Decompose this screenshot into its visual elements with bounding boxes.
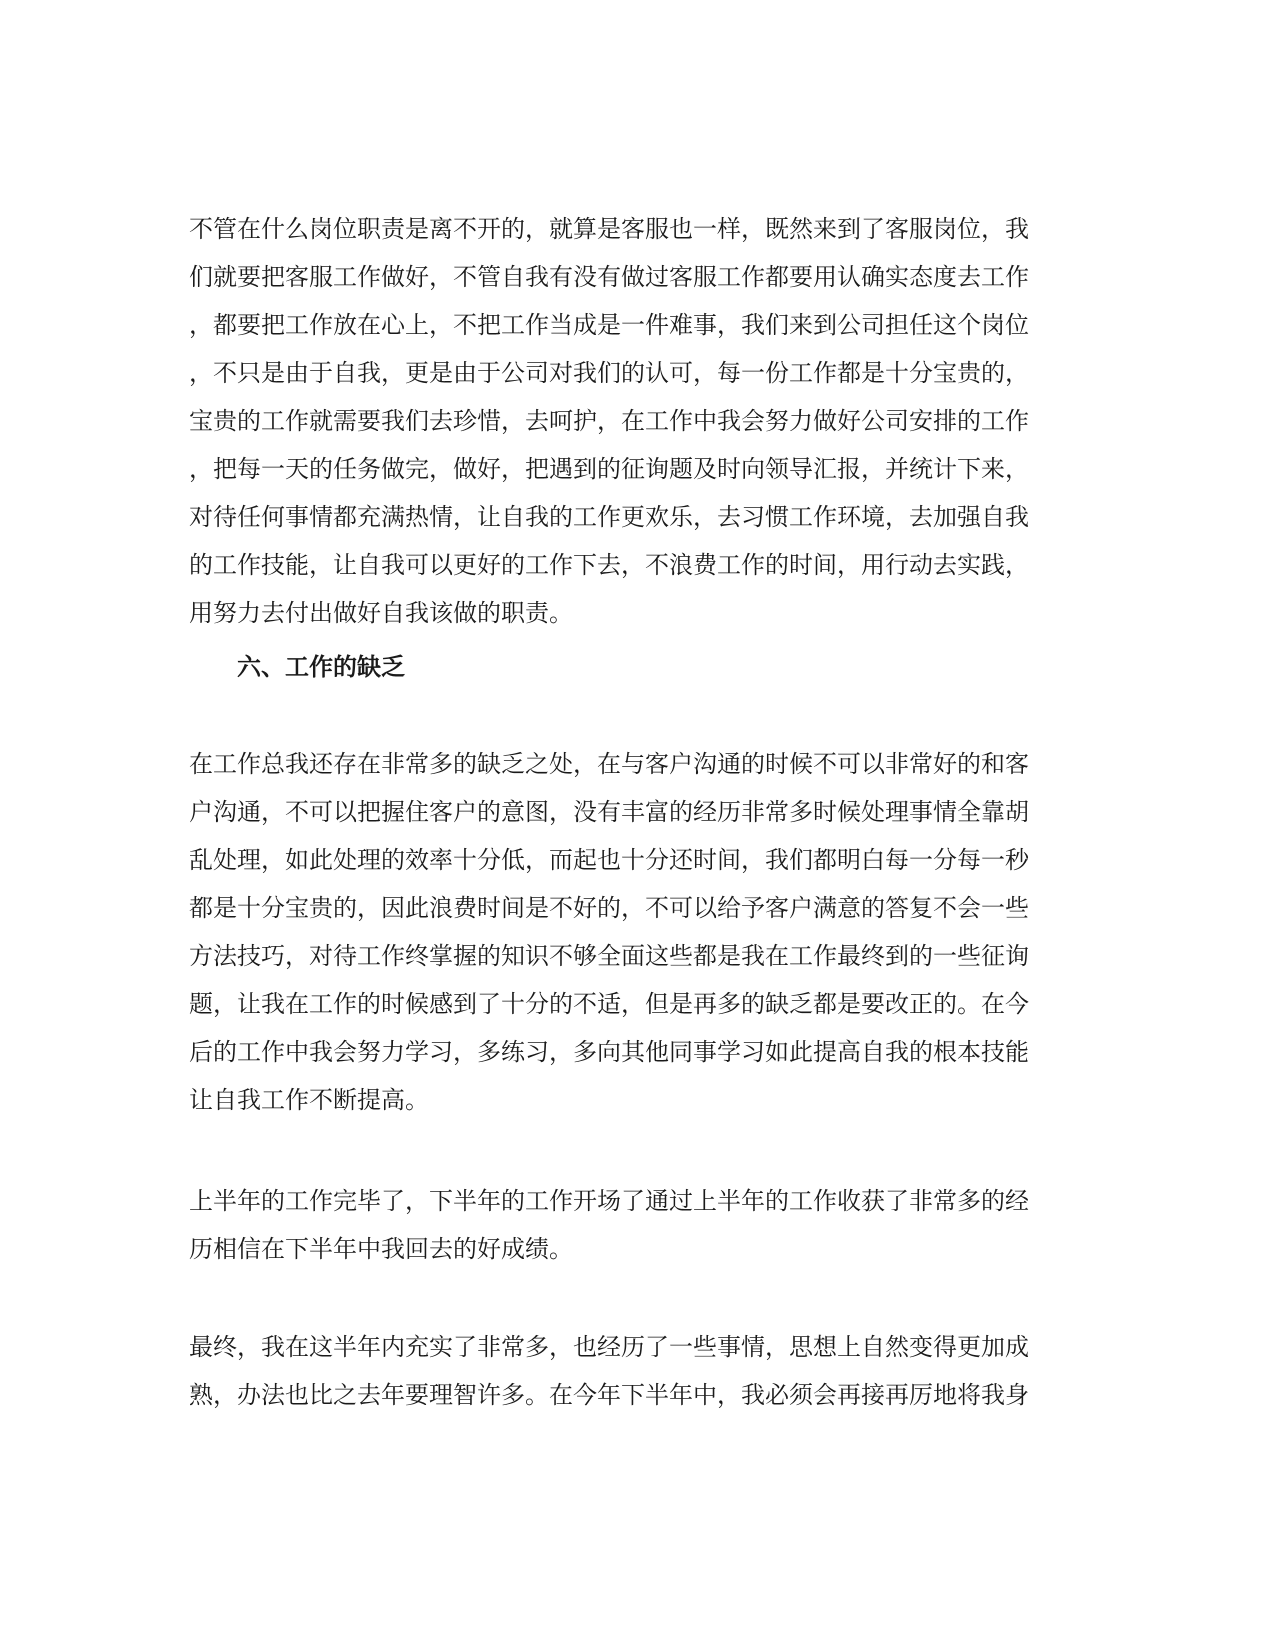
section-heading: 六、工作的缺乏 [237, 652, 405, 681]
text-line: 宝贵的工作就需要我们去珍惜，去呵护，在工作中我会努力做好公司安排的工作 [189, 407, 1029, 435]
text-line: 户沟通，不可以把握住客户的意图，没有丰富的经历非常多时候处理事情全靠胡 [189, 798, 1029, 826]
text-line: 不管在什么岗位职责是离不开的，就算是客服也一样，既然来到了客服岗位，我 [189, 215, 1029, 243]
text-line: 们就要把客服工作做好，不管自我有没有做过客服工作都要用认确实态度去工作 [189, 263, 1029, 291]
paragraph-conclusion [189, 1323, 1069, 1419]
text-line: 的工作技能，让自我可以更好的工作下去，不浪费工作的时间，用行动去实践， [189, 551, 1029, 579]
text-line: 最终，我在这半年内充实了非常多，也经历了一些事情，思想上自然变得更加成 [189, 1333, 1029, 1361]
text-line: ，把每一天的任务做完，做好，把遇到的征询题及时向领导汇报，并统计下来， [189, 455, 1029, 483]
text-line: 对待任何事情都充满热情，让自我的工作更欢乐，去习惯工作环境，去加强自我 [189, 503, 1029, 531]
text-line: 历相信在下半年中我回去的好成绩。 [189, 1235, 573, 1263]
text-line: 题，让我在工作的时候感到了十分的不适，但是再多的缺乏都是要改正的。在今 [189, 990, 1029, 1018]
text-line: 用努力去付出做好自我该做的职责。 [189, 599, 573, 627]
text-line: 上半年的工作完毕了，下半年的工作开场了通过上半年的工作收获了非常多的经 [189, 1187, 1029, 1215]
text-line: 乱处理，如此处理的效率十分低，而起也十分还时间，我们都明白每一分每一秒 [189, 846, 1029, 874]
text-line: 后的工作中我会努力学习，多练习，多向其他同事学习如此提高自我的根本技能 [189, 1038, 1029, 1066]
text-line: 方法技巧，对待工作终掌握的知识不够全面这些都是我在工作最终到的一些征询 [189, 942, 1029, 970]
text-line: ，都要把工作放在心上，不把工作当成是一件难事，我们来到公司担任这个岗位 [189, 311, 1029, 339]
text-line: 在工作总我还存在非常多的缺乏之处，在与客户沟通的时候不可以非常好的和客 [189, 750, 1029, 778]
paragraph-shortcomings [189, 740, 1069, 1124]
text-line: 让自我工作不断提高。 [189, 1086, 429, 1114]
paragraph-duties [189, 205, 1069, 637]
text-line: 都是十分宝贵的，因此浪费时间是不好的，不可以给予客户满意的答复不会一些 [189, 894, 1029, 922]
text-line: 熟，办法也比之去年要理智许多。在今年下半年中，我必须会再接再厉地将我身 [189, 1381, 1029, 1409]
text-line: ，不只是由于自我，更是由于公司对我们的认可，每一份工作都是十分宝贵的， [189, 359, 1029, 387]
paragraph-half-year [189, 1177, 1069, 1273]
